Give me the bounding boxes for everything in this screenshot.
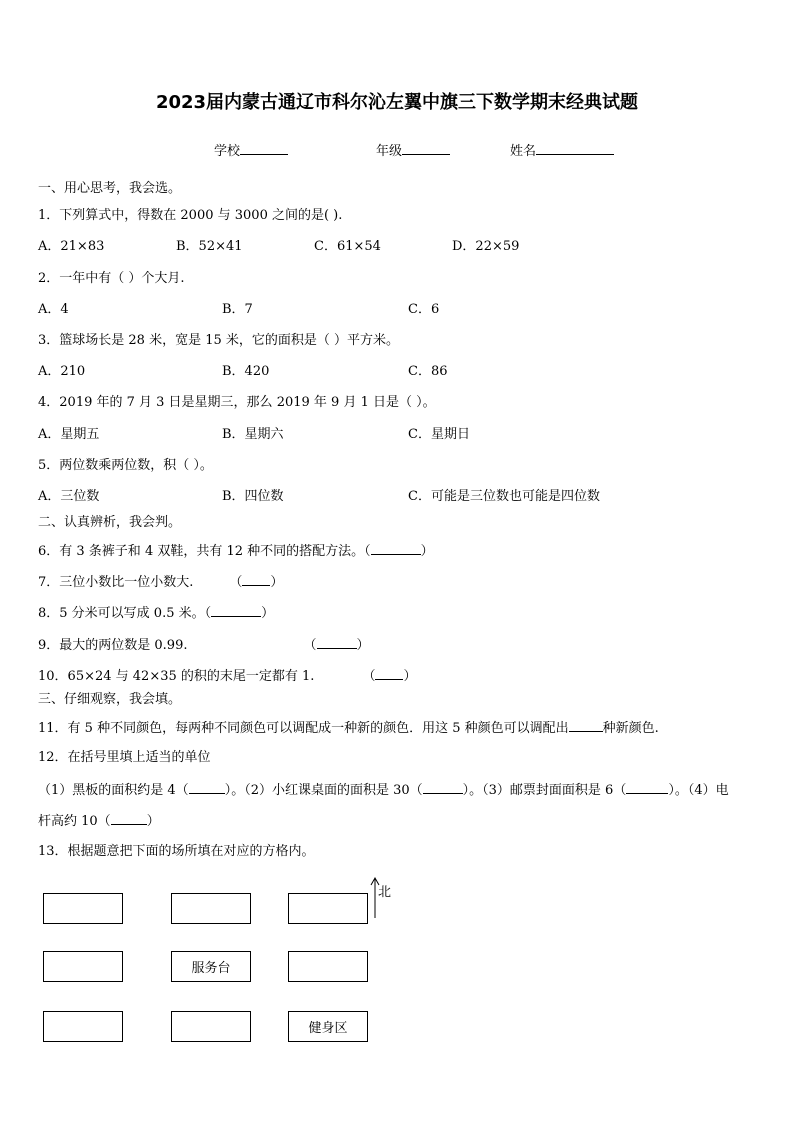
name-label: 姓名	[510, 144, 537, 159]
q9-answer-blank[interactable]	[317, 635, 357, 649]
name-field[interactable]	[510, 140, 614, 159]
q4-option-a[interactable]: A．星期五	[38, 427, 100, 442]
section-heading: 二、认真辨析，我会判。	[38, 515, 182, 530]
q7-text: 7．三位小数比一位小数大.	[38, 575, 194, 590]
question-6: 6．有 3 条裤子和 4 双鞋，共有 12 种不同的搭配方法。（ ）	[38, 541, 434, 561]
question-4: 4．2019 年的 7 月 3 日是星期三，那么 2019 年 9 月 1 日是（ ）。	[38, 395, 436, 410]
q3-option-a[interactable]: A．210	[38, 364, 86, 379]
question-1: 1．下列算式中，得数在 2000 与 3000 之间的是( ).	[38, 208, 343, 223]
grid-cell-service-desk[interactable]: 服务台	[171, 951, 251, 982]
q6-answer-blank[interactable]	[371, 541, 421, 555]
grid-cell-fitness-area[interactable]: 健身区	[288, 1011, 368, 1042]
q10-text: 10．65×24 与 42×35 的积的末尾一定都有 1.	[38, 669, 315, 684]
north-arrow	[368, 876, 398, 920]
question-13: 13．根据题意把下面的场所填在对应的方格内。	[38, 844, 315, 859]
q3-option-c[interactable]: C．86	[408, 364, 448, 379]
question-12-parts-cont: 杆高约 10（ ）	[38, 811, 160, 831]
section-heading: 三、仔细观察，我会填。	[38, 692, 182, 707]
grade-label: 年级	[376, 144, 403, 159]
q12-blank-1[interactable]	[189, 780, 225, 794]
q2-option-b[interactable]: B．7	[222, 302, 253, 317]
question-12-parts: （1）黑板的面积约是 4（ ）。（2）小红课桌面的面积是 30（ ）。（3）邮票封面面积是 6（ ）。（4）电	[38, 780, 729, 800]
q4-option-b[interactable]: B．星期六	[222, 427, 284, 442]
school-label: 学校	[214, 144, 241, 159]
grid-cell[interactable]	[171, 1011, 251, 1042]
section-heading: 一、用心思考，我会选。	[38, 181, 182, 196]
q11-answer-blank[interactable]	[569, 718, 603, 732]
q12-blank-4[interactable]	[111, 811, 147, 825]
question-5: 5．两位数乘两位数，积（ ）。	[38, 458, 213, 473]
q11-text: 11．有 5 种不同颜色，每两种不同颜色可以调配成一种新的颜色．用这 5 种颜色可以调配出	[38, 721, 569, 736]
grade-field[interactable]	[376, 140, 450, 159]
q12-blank-2[interactable]	[423, 780, 463, 794]
question-3: 3．篮球场长是 28 米，宽是 15 米，它的面积是（ ）平方米。	[38, 333, 400, 348]
question-7: 7．三位小数比一位小数大. （ ）	[38, 572, 283, 592]
grid-cell[interactable]	[43, 1011, 123, 1042]
q5-option-b[interactable]: B．四位数	[222, 489, 284, 504]
question-11: 11．有 5 种不同颜色，每两种不同颜色可以调配成一种新的颜色．用这 5 种颜色可以调配出 种新颜色.	[38, 718, 659, 738]
q1-option-a[interactable]: A．21×83	[38, 239, 105, 254]
question-8: 8．5 分米可以写成 0.5 米。（ ）	[38, 603, 274, 623]
q1-option-d[interactable]: D．22×59	[452, 239, 520, 254]
q1-option-b[interactable]: B．52×41	[176, 239, 243, 254]
grade-blank[interactable]	[402, 141, 450, 155]
grid-cell[interactable]	[288, 893, 368, 924]
question-10: 10．65×24 与 42×35 的积的末尾一定都有 1. （ ）	[38, 666, 416, 686]
grid-cell[interactable]	[171, 893, 251, 924]
q2-option-c[interactable]: C．6	[408, 302, 440, 317]
question-2: 2．一年中有（ ）个大月.	[38, 271, 185, 286]
q7-answer-blank[interactable]	[242, 572, 270, 586]
q1-option-c[interactable]: C．61×54	[314, 239, 381, 254]
north-label: 北	[378, 885, 392, 900]
q2-option-a[interactable]: A．4	[38, 302, 69, 317]
q12-blank-3[interactable]	[626, 780, 668, 794]
q10-answer-blank[interactable]	[375, 666, 403, 680]
q8-text: 8．5 分米可以写成 0.5 米。	[38, 606, 205, 621]
q3-option-b[interactable]: B．420	[222, 364, 270, 379]
q5-option-c[interactable]: C．可能是三位数也可能是四位数	[408, 489, 600, 504]
q5-option-a[interactable]: A．三位数	[38, 489, 100, 504]
page-title: 2023届内蒙古通辽市科尔沁左翼中旗三下数学期末经典试题	[155, 92, 639, 113]
question-12: 12．在括号里填上适当的单位	[38, 750, 211, 765]
school-blank[interactable]	[240, 141, 288, 155]
grid-cell[interactable]	[43, 893, 123, 924]
name-blank[interactable]	[536, 141, 614, 155]
question-9: 9．最大的两位数是 0.99. （ ）	[38, 635, 370, 655]
q4-option-c[interactable]: C．星期日	[408, 427, 470, 442]
q8-answer-blank[interactable]	[211, 603, 261, 617]
q6-text: 6．有 3 条裤子和 4 双鞋，共有 12 种不同的搭配方法。	[38, 544, 365, 559]
q9-text: 9．最大的两位数是 0.99.	[38, 638, 188, 653]
grid-cell[interactable]	[288, 951, 368, 982]
school-field[interactable]	[214, 140, 288, 159]
grid-cell[interactable]	[43, 951, 123, 982]
